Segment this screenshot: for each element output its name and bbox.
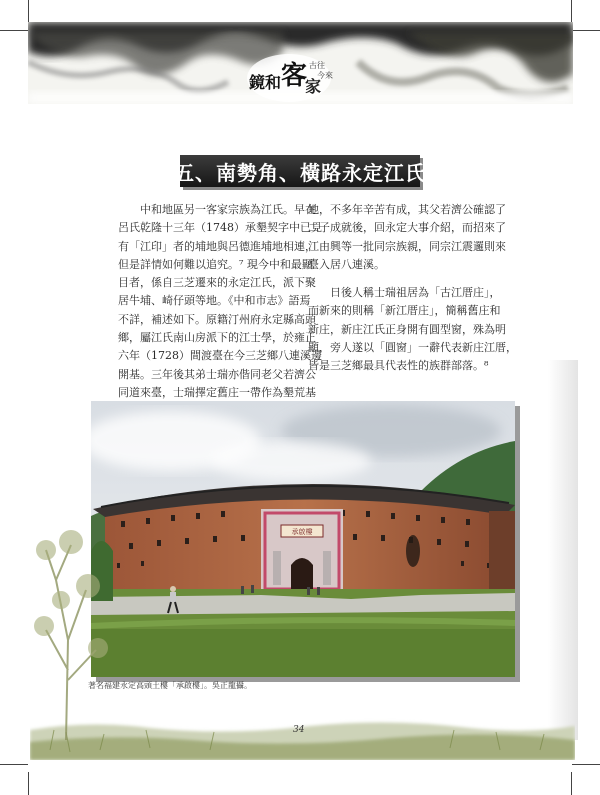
svg-text:家: 家 <box>305 77 322 96</box>
crop-mark <box>572 30 600 31</box>
edge-fade <box>548 360 578 740</box>
body-line: 日後人稱士瑞祖居為「古江厝庄」， <box>330 286 501 300</box>
paragraph-gap <box>308 274 480 284</box>
svg-text:今來: 今來 <box>317 71 333 80</box>
caption-prefix: 著名 <box>88 681 104 690</box>
svg-text:鏡和: 鏡和 <box>249 73 282 92</box>
body-line: 顯，旁人遂以「圓窗」一辭代表新庄江厝， <box>308 341 517 355</box>
caption-text: 福建永定高頭土樓「承啟樓」。吳正龍攝。 <box>104 681 252 690</box>
crop-mark <box>571 772 572 795</box>
body-line: 臺入居八連溪。 <box>308 257 385 271</box>
body-line: 江由興等一批同宗族親，同宗江震邏則來 <box>308 239 506 253</box>
body-line: 鄉，屬江氏南山房派下的江士學，於雍正 <box>118 331 316 345</box>
body-column-left <box>118 201 322 402</box>
body-line: 有「江印」者的埔地與呂德進埔地相連， <box>118 239 316 253</box>
body-line: 居牛埔、崎仔頭等地。《中和市志》語焉 <box>118 294 311 308</box>
crop-mark <box>0 764 28 765</box>
svg-text:客: 客 <box>281 61 308 91</box>
tree-decoration <box>26 520 116 740</box>
crop-mark <box>0 30 28 31</box>
body-line: 皆是三芝鄉最具代表性的族群部落。⁸ <box>308 359 489 373</box>
svg-text:古往: 古往 <box>309 61 325 70</box>
section-title: 五、南勢角、橫路永定江氏 <box>174 160 426 185</box>
body-line: 開基。三年後其弟士瑞亦偕同老父若濟公 <box>118 367 316 381</box>
body-line: 新庄，新庄江氏正身開有圓型窗，殊為明 <box>308 322 506 336</box>
body-line: 二子成就後，回永定大事介紹，而招來了 <box>308 221 506 235</box>
logo <box>245 48 340 108</box>
crop-mark <box>28 772 29 795</box>
gate-plaque-text: 承啟樓 <box>291 528 313 536</box>
body-line: 六年（1728）間渡臺在今三芝鄉八連溪邊 <box>118 349 322 363</box>
body-line: 但是詳情如何難以追究。⁷ 現今中和最顯 <box>118 257 313 271</box>
body-line: 中和地區另一客家宗族為江氏。早在 <box>140 203 316 216</box>
body-line: 地，不多年辛苦有成，其父若濟公確認了 <box>308 203 506 216</box>
page-number: 34 <box>293 725 305 735</box>
body-line: 呂氏乾隆十三年（1748）承墾契字中已見 <box>118 221 322 235</box>
section-title-box <box>174 155 426 187</box>
body-line: 目者，係自三芝遷來的永定江氏，派下聚 <box>118 276 316 290</box>
body-line: 而新來的則稱「新江厝庄」，簡稱舊庄和 <box>308 304 501 318</box>
crop-mark <box>28 0 29 22</box>
crop-mark <box>571 0 572 22</box>
body-line: 不詳，補述如下。原籍汀州府永定縣高頭 <box>118 312 316 326</box>
crop-mark <box>572 764 600 765</box>
body-line: 同道來臺，士瑞擇定舊庄一帶作為墾荒基 <box>118 385 316 399</box>
tulou-photo <box>91 401 515 677</box>
body-column-right <box>308 201 517 376</box>
tulou-illustration <box>91 401 515 677</box>
